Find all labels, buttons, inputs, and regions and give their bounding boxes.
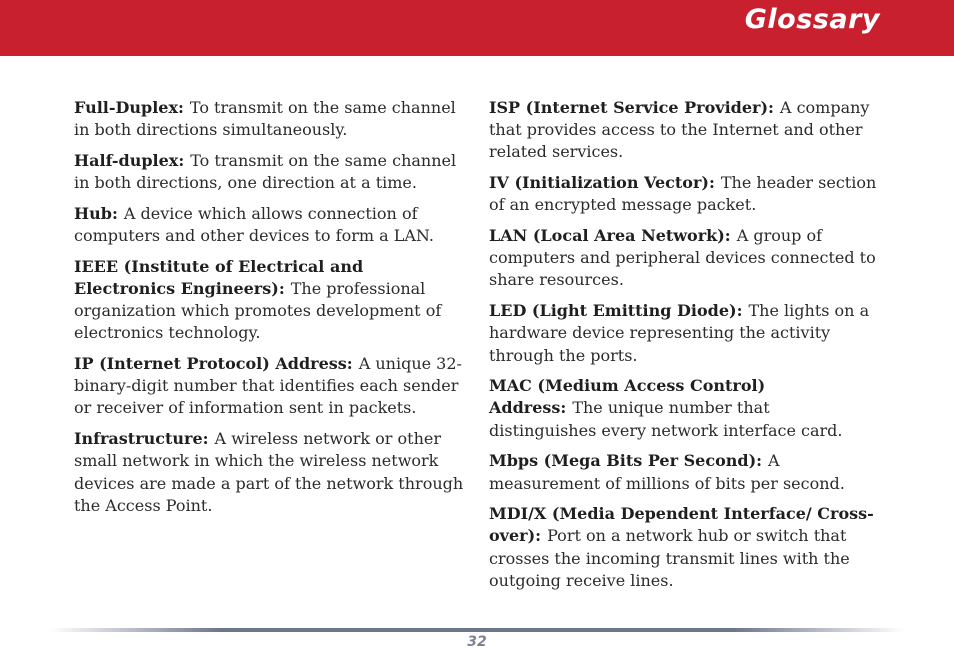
glossary-entry: [489, 97, 881, 164]
glossary-term: Infrastructure:: [74, 429, 209, 449]
glossary-term: ISP (Internet Service Provider):: [489, 98, 774, 117]
glossary-definition: A wireless network or other small network in which the wireless network devices are made a part of the network through the Access Point.: [74, 429, 464, 515]
glossary-term: MDI/X (Media Dependent Interface/ Cross-over):: [489, 504, 874, 546]
glossary-term: IV (Initialization Vector):: [489, 173, 715, 193]
glossary-entry: [74, 203, 466, 247]
glossary-entry: [74, 353, 466, 420]
glossary-definition: To transmit on the same channel in both directions simultaneously.: [74, 98, 456, 140]
glossary-definition: A device which allows connection of computers and other devices to form a LAN.: [74, 203, 434, 246]
page-number: 32: [467, 634, 487, 650]
glossary-column-left: [74, 97, 466, 525]
glossary-definition: A unique 32-binary-digit number that identiﬁes each sender or receiver of information sent in packets.: [74, 354, 462, 418]
glossary-entry: [489, 503, 881, 592]
glossary-entry: [74, 428, 466, 517]
glossary-definition: The unique number that distinguishes every network interface card.: [489, 398, 843, 440]
glossary-entry: [489, 225, 881, 292]
glossary-entry: [489, 172, 881, 216]
glossary-term: Hub:: [74, 203, 118, 223]
glossary-term: IP (Internet Protocol) Address:: [74, 354, 353, 374]
glossary-definition: To transmit on the same channel in both directions, one direction at a time.: [74, 150, 457, 193]
page-title: Glossary: [744, 4, 880, 35]
glossary-entry: [74, 97, 466, 141]
glossary-definition: A group of computers and peripheral devices connected to share resources.: [489, 226, 876, 290]
footer-divider: [50, 628, 904, 632]
header-bar: [0, 0, 954, 56]
glossary-entry: [489, 450, 881, 494]
glossary-column-right: [489, 97, 881, 601]
glossary-entry: [74, 150, 466, 194]
glossary-entry: [489, 375, 881, 442]
glossary-definition: A company that provides access to the Internet and other related services.: [489, 98, 870, 162]
glossary-definition: The lights on a hardware device representing the activity through the ports.: [489, 301, 870, 365]
glossary-term: Half-duplex:: [74, 150, 185, 170]
glossary-entry: [489, 300, 881, 367]
glossary-term: LED (Light Emitting Diode):: [489, 301, 743, 321]
glossary-entry: [74, 256, 466, 345]
glossary-term: IEEE (Institute of Electrical and Electronics Engineers):: [74, 256, 364, 298]
glossary-definition: The header section of an encrypted message packet.: [489, 173, 877, 215]
glossary-term: Mbps (Mega Bits Per Second):: [489, 451, 763, 471]
glossary-term: Full-Duplex:: [74, 98, 184, 117]
glossary-definition: A measurement of millions of bits per second.: [489, 451, 845, 493]
glossary-term: MAC (Medium Access Control) Address:: [489, 376, 766, 418]
glossary-definition: The professional organization which promotes development of electronics technology.: [74, 278, 442, 343]
glossary-definition: Port on a network hub or switch that crosses the incoming transmit lines with the outgoing receive lines.: [489, 526, 850, 590]
glossary-term: LAN (Local Area Network):: [489, 226, 731, 246]
